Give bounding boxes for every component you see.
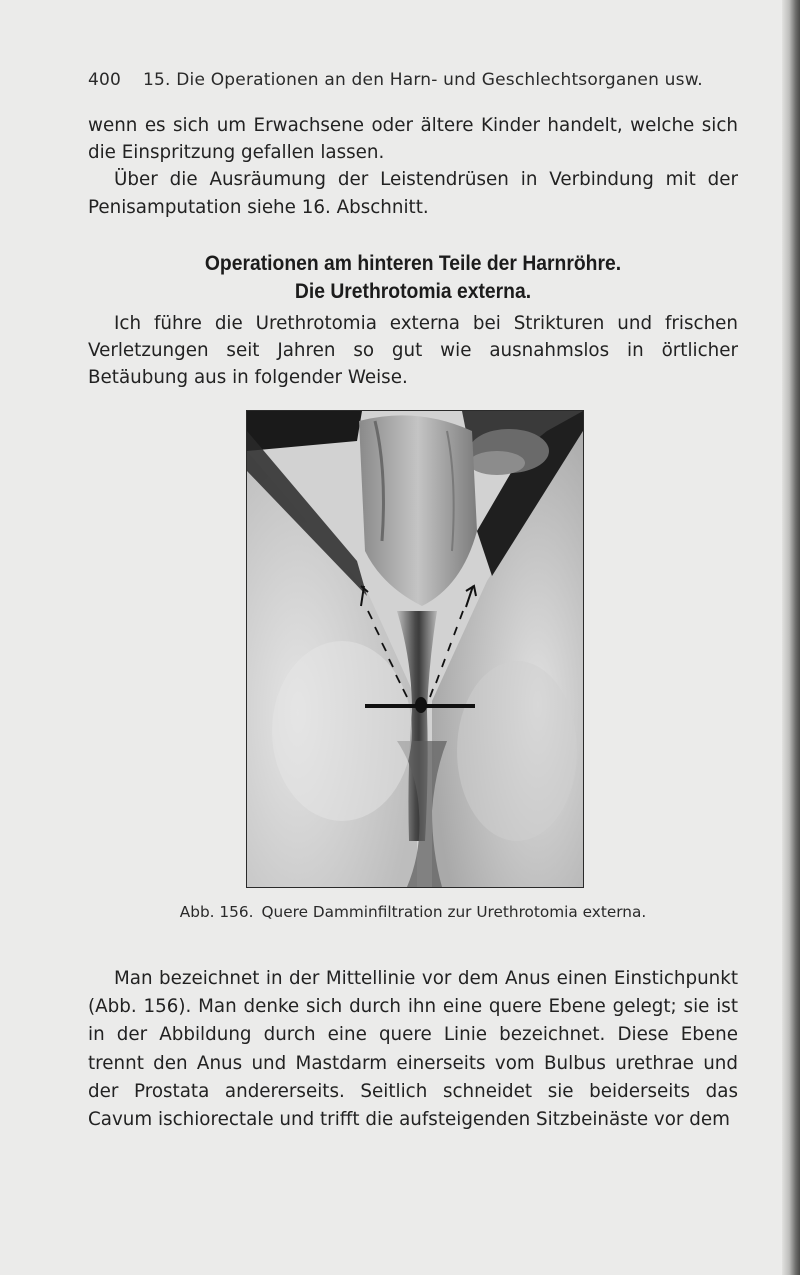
paragraph-intro: Ich führe die Urethrotomia externa bei Strikturen und frischen Verletzungen seit Jahren so gut wie ausnahmslos in örtlicher Betäubung aus in folgender Weise.: [88, 313, 738, 389]
section-heading: [114, 250, 712, 306]
paragraph-continuation: wenn es sich um Erwachsene oder ältere Kinder handelt, welche sich die Einspritzung gefallen lassen.: [88, 115, 738, 164]
heading-line-2: Die Urethrotomia externa.: [294, 280, 532, 303]
figure-caption: [88, 903, 738, 921]
heading-line-1: Operationen am hinteren Teile der Harnröhre.: [204, 252, 622, 275]
figure-156-photo: [246, 410, 584, 888]
figure-caption-text: Quere Damminfiltration zur Urethrotomia externa.: [261, 903, 647, 921]
top-text-block: [88, 112, 738, 221]
intro-text-block: [88, 310, 738, 392]
running-title: 15. Die Operationen an den Harn- und Geschlechtsorganen usw.: [143, 70, 703, 90]
perineum-illustration: [247, 411, 583, 887]
figure-label: Abb. 156.: [179, 903, 254, 921]
page-edge-shadow: [782, 0, 800, 1275]
bottom-text-block: [88, 965, 738, 1134]
paragraph-einstichpunkt: Man bezeichnet in der Mittellinie vor dem Anus einen Einstichpunkt (Abb. 156). Man denke sich durch ihn eine quere Ebene gelegt; sie ist in der Abbildung durch eine quere Linie bezeichnet. Diese Ebene trennt den Anus und Mastdarm einerseits vom Bulbus urethrae und der Prostata andererseits. Seitlich schneidet sie beiderseits das Cavum ischiorectale und trifft die aufsteigenden Sitzbeinäste vor dem: [88, 968, 738, 1131]
paragraph-leistendruesen: Über die Ausräumung der Leistendrüsen in Verbindung mit der Penisamputation siehe 16. Abschnitt.: [88, 169, 738, 218]
page-number: 400: [88, 70, 122, 90]
running-header: [88, 70, 728, 90]
